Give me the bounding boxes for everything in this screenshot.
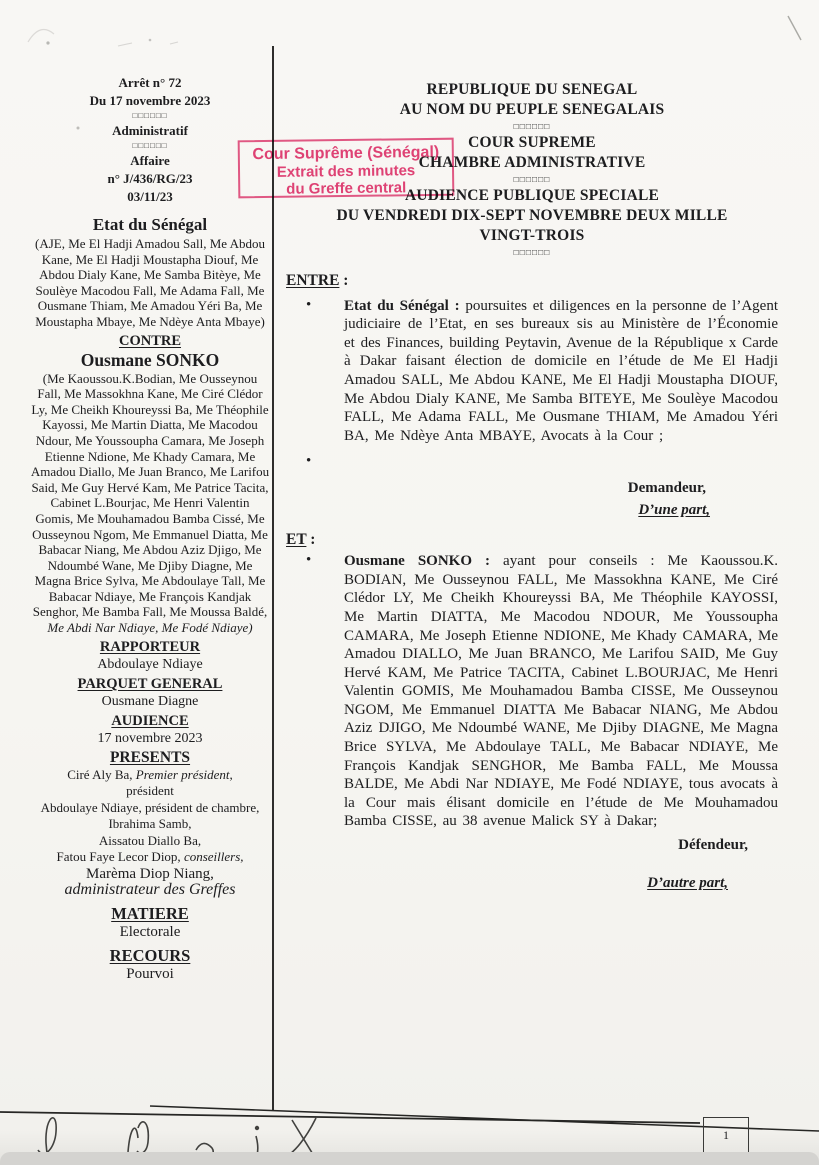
squares-separator: □□□□□□ — [513, 121, 551, 131]
case-number: n° J/436/RG/23 — [107, 171, 193, 186]
parquet-heading: PARQUET GENERAL — [77, 675, 223, 692]
page-number: 1 — [723, 1127, 729, 1142]
peuple-title: AU NOM DU PEUPLE SENEGALAIS — [399, 101, 665, 118]
plaintiff-paragraph-label: Etat du Sénégal : — [344, 297, 460, 314]
squares-separator: □□□□□□ — [513, 247, 551, 257]
bullet-icon: • — [306, 453, 312, 470]
autre-part-designation: D’autre part, — [647, 874, 728, 891]
chamber-type: Administratif — [112, 123, 188, 138]
greffier-role: administrateur des Greffes — [64, 881, 236, 899]
decision-body-column — [286, 80, 778, 892]
arret-date: Du 17 novembre 2023 — [89, 93, 211, 108]
present-conseiller-2: Aissatou Diallo Ba, — [98, 832, 202, 848]
bullet-icon: • — [306, 552, 312, 569]
une-part-designation: D’une part, — [638, 501, 710, 518]
audience-date: 17 novembre 2023 — [97, 730, 203, 746]
empty-bullet-line — [286, 454, 778, 470]
defendant-paragraph-label: Ousmane SONKO : — [344, 553, 491, 570]
column-divider-rule — [272, 46, 274, 1110]
presents-heading: PRESENTS — [109, 748, 191, 766]
scan-bottom-edge — [0, 1152, 819, 1165]
matiere-heading: MATIERE — [111, 903, 189, 923]
recours-heading: RECOURS — [109, 945, 191, 965]
bullet-icon: • — [306, 296, 312, 313]
plaintiff-paragraph — [286, 297, 778, 446]
demandeur-designation: Demandeur, — [627, 480, 706, 497]
entre-heading: ENTRE : — [286, 272, 349, 289]
stamp-line-1: Cour Suprême (Sénégal) — [252, 143, 440, 164]
arret-number: Arrêt n° 72 — [118, 75, 182, 90]
plaintiff-name: Etat du Sénégal — [92, 215, 208, 234]
matiere-value: Electorale — [119, 923, 181, 940]
present-president: président — [126, 783, 174, 799]
case-info-column — [30, 74, 270, 983]
plaintiff-counsel-list: (AJE, Me El Hadji Amadou Sall, Me Abdou Kane, Me El Hadji Moustapha Diouf, Me Abdou Dialy Kane, Me Samba Bitèye, Me Soulèye Macodou Fall, Me Adama Fall, Me Ousmane Thiam, Me Amadou Yéri Ba, Me Moustapha Mbaye, Me Ndèye Anta Mbaye) — [34, 236, 265, 329]
contre-heading: CONTRE — [118, 332, 182, 349]
squares-separator: □□□□□□ — [513, 174, 551, 184]
case-date: 03/11/23 — [127, 189, 173, 204]
present-conseillers: Fatou Faye Lecor Diop, conseillers, — [56, 849, 244, 865]
recours-value: Pourvoi — [126, 965, 174, 982]
present-conseiller-1: Ibrahima Samb, — [108, 816, 192, 832]
audience-title-3: VINGT-TROIS — [479, 227, 585, 244]
audience-title-2: DU VENDREDI DIX-SEPT NOVEMBRE DEUX MILLE — [336, 207, 728, 224]
defendant-paragraph-text: ayant pour conseils : Me Kaoussou.K. BODIAN, Me Ousseynou FALL, Me Massokhna KANE, Me Ciré Clédor LY, Me Cheikh Khoureyssi BA, Me Théophile KAYOSSI, Me Martin DIATTA, Me Macodou NDOUR, Me Youssoupha CAMARA, Me Joseph Etienne NDIONE, Me Khady CAMARA, Me Amadou DIALLO, Me Juan BRANCO, Me Larifou SAID, Me Guy Hervé KAM, Me Patrice TACITA, Cabinet L.BOURJAC, Me Henri Valentin GOMIS, Me Mouhamadou Bamba CISSE, Me Ousseynou NGOM, Me Emmanuel DIATTA Me Babacar NIANG, Me Abdou Aziz DJIGO, Me Ndoumbé WANE, Me Djiby DIAGNE, Me Magna Brice SYLVA, Me Abdoulaye TALL, Me Babacar NDIAYE, Me François Kandjak SENGHOR, Me Bamba FALL, Me Moussa BALDE, Me Abdi Nar NDIAYE, Me Fodé NDIAYE, tous avocats à la Cour mais élisant domicile en l’étude de Me Mouhamadou Bamba CISSE, au 38 avenue Malick SY à Dakar; — [344, 553, 779, 830]
stamp-line-3: du Greffe central — [286, 179, 407, 198]
affaire-label: Affaire — [130, 153, 170, 168]
defendant-counsel-regular: (Me Kaoussou.K.Bodian, Me Ousseynou Fall, Me Massokhna Kane, Me Ciré Clédor Ly, Me Cheikh Khoureyssi Ba, Me Théophile Kayossi, Me Martin Diatta, Me Macodou Ndour, Me Youssoupha Camara, Me Joseph Etienne Ndione, Me Khady Camara, Me Amadou Diallo, Me Juan Branco, Me Larifou Said, Me Guy Hervé Kam, Me Patrice Tacita, Cabinet L.Bourjac, Me Henri Valentin Gomis, Me Mouhamadou Bamba Cissé, Me Ousseynou Ngom, Me Emmanuel Diatta, Me Babacar Niang, Me Abdou Aziz Djigo, Me Ndoumbé Wane, Me Djiby Diagne, Me Magna Brice Sylva, Me Abdoulaye Tall, Me Babacar Ndiaye, Me François Kandjak Senghor, Me Bamba Fall, Me Moussa Baldé, — [30, 370, 270, 620]
defendant-paragraph — [286, 552, 778, 831]
plaintiff-paragraph-text: poursuites et diligences en la personne de l’Agent judiciaire de l’Etat, en ses bureaux sis au Ministère de l’Économie et des Finances, building Peytavin, Avenue de la République x Carde à Dakar faisant élection de domicile en l’étude de Me El Hadji Amadou SALL, Me Abdou KANE, Me El Hadji Moustapha DIOUF, Me Abdou Dialy KANE, Me Samba BITEYE, Me Soulèye Macodou FALL, Me Adama FALL, Me Ousmane THIAM, Me Amadou Yéri BA, Me Ndèye Anta MBAYE, Avocats à la Cour ; — [344, 297, 779, 444]
defendant-counsel-list — [30, 371, 270, 636]
defendant-name: Ousmane SONKO — [80, 349, 220, 370]
greffe-stamp — [238, 138, 455, 199]
presents-list — [30, 767, 270, 899]
defendeur-designation: Défendeur, — [678, 837, 748, 854]
stamp-line-2: Extrait des minutes — [276, 162, 416, 181]
et-heading: ET : — [286, 530, 316, 548]
audience-title-1: AUDIENCE PUBLIQUE SPECIALE — [404, 187, 660, 204]
rapporteur-name: Abdoulaye Ndiaye — [97, 656, 203, 672]
rapporteur-heading: RAPPORTEUR — [99, 638, 201, 655]
defendant-counsel-italic: Me Abdi Nar Ndiaye, Me Fodé Ndiaye) — [47, 620, 253, 636]
greffier-name: Marèma Diop Niang, — [86, 865, 214, 882]
squares-separator: □□□□□□ — [132, 141, 168, 150]
chambre-title: CHAMBRE ADMINISTRATIVE — [418, 154, 646, 171]
present-president-chambre: Abdoulaye Ndiaye, président de chambre, — [40, 799, 260, 815]
squares-separator: □□□□□□ — [132, 111, 168, 120]
audience-heading: AUDIENCE — [111, 712, 189, 729]
page-number-box — [703, 1117, 749, 1153]
cour-supreme-title: COUR SUPREME — [468, 134, 596, 151]
present-premier-president: Ciré Aly Ba, Premier président, — [67, 766, 233, 782]
parquet-name: Ousmane Diagne — [101, 693, 199, 709]
republic-title: REPUBLIQUE DU SENEGAL — [426, 81, 638, 98]
